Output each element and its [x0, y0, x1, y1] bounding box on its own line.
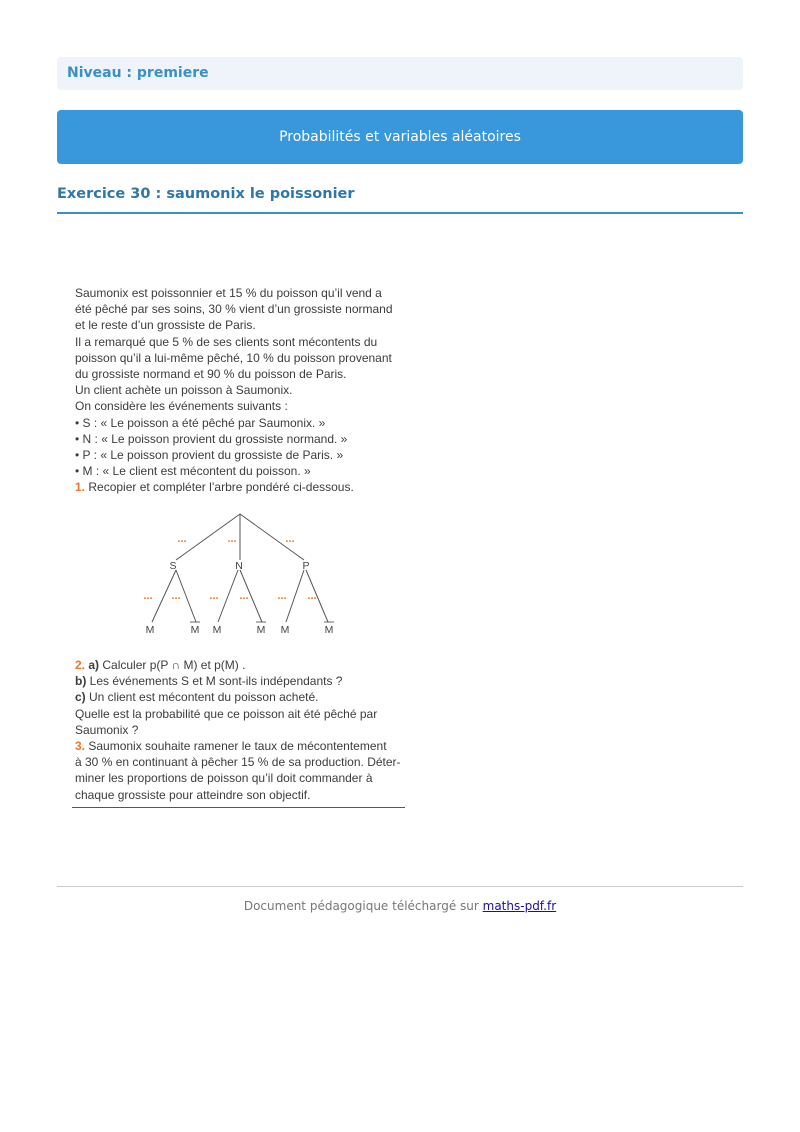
tree-branch: [218, 570, 238, 622]
event-p: • P : « Le poisson provient du grossiste de Paris. »: [75, 448, 344, 463]
question-2c-label: c): [75, 690, 86, 705]
tree-weight-placeholder: ...: [209, 590, 219, 602]
question-2c-line: Saumonix ?: [75, 722, 139, 737]
question-2b: [75, 673, 410, 689]
question-2c: [75, 689, 410, 705]
question-2c-line: Quelle est la probabilité que ce poisson ait été pêché par: [75, 706, 378, 721]
intro-line: poisson qu’il a lui-même pêché, 10 % du poisson provenant: [75, 350, 392, 365]
tree-leaf-m: M: [145, 624, 155, 636]
probability-tree: [140, 512, 340, 642]
image-bottom-border: [72, 807, 405, 808]
event-m: • M : « Le client est mécontent du poisson. »: [75, 464, 311, 479]
questions-text: [75, 657, 410, 803]
question-3-line: chaque grossiste pour atteindre son objectif.: [75, 787, 311, 802]
tree-node-s: S: [169, 560, 177, 572]
question-3: [75, 738, 410, 754]
question-2a-label: a): [85, 658, 100, 672]
question-2a: [75, 657, 410, 673]
tree-weight-placeholder: ...: [285, 533, 295, 545]
tree-leaf-m-bar: M: [256, 624, 266, 636]
event-n: • N : « Le poisson provient du grossiste normand. »: [75, 431, 348, 446]
intro-line: et le reste d’un grossiste de Paris.: [75, 318, 256, 333]
question-1: [75, 479, 410, 495]
intro-text: [75, 285, 410, 496]
tree-weight-placeholder: ...: [227, 533, 237, 545]
intro-line: On considère les événements suivants :: [75, 399, 288, 414]
tree-node-n: N: [235, 560, 243, 572]
intro-line: Il a remarqué que 5 % de ses clients sont mécontents du: [75, 334, 378, 349]
exercise-title: Exercice 30 : saumonix le poissonier: [57, 186, 355, 202]
question-2a-text: Calculer p(P ∩ M) et p(M) .: [99, 658, 246, 672]
chapter-title: Probabilités et variables aléatoires: [279, 129, 521, 145]
tree-weight-placeholder: ...: [171, 590, 181, 602]
question-2c-text: Un client est mécontent du poisson acheté.: [85, 690, 319, 705]
question-1-number: 1.: [75, 480, 86, 495]
event-s: • S : « Le poisson a été pêché par Saumonix. »: [75, 415, 326, 430]
intro-line: du grossiste normand et 90 % du poisson de Paris.: [75, 367, 347, 382]
tree-node-p: P: [302, 560, 310, 572]
tree-weight-placeholder: ...: [239, 590, 249, 602]
chapter-banner: [57, 110, 743, 164]
intro-line: Saumonix est poissonnier et 15 % du poisson qu’il vend a: [75, 286, 382, 300]
question-3-text: Saumonix souhaite ramener le taux de mécontentement: [85, 739, 387, 754]
exercise-title-rule: [57, 212, 743, 214]
tree-weight-placeholder: ...: [307, 590, 317, 602]
intro-line: été pêché par ses soins, 30 % vient d’un grossiste normand: [75, 302, 393, 317]
tree-weight-placeholder: ...: [143, 590, 153, 602]
footer: [0, 899, 800, 913]
tree-leaf-m-bar: M: [324, 624, 334, 636]
intro-line: Un client achète un poisson à Saumonix.: [75, 383, 293, 398]
tree-leaf-m: M: [280, 624, 290, 636]
tree-weight-placeholder: ...: [177, 533, 187, 545]
question-3-number: 3.: [75, 739, 86, 754]
level-label: Niveau : premiere: [67, 65, 209, 81]
question-2b-text: Les événements S et M sont-ils indépendants ?: [86, 674, 343, 689]
tree-leaf-m-bar: M: [190, 624, 200, 636]
tree-weight-placeholder: ...: [277, 590, 287, 602]
question-2-number: 2.: [75, 658, 86, 672]
question-3-line: à 30 % en continuant à pêcher 15 % de sa production. Déter-: [75, 755, 401, 770]
footer-divider: [57, 886, 743, 887]
footer-text: Document pédagogique téléchargé sur: [243, 899, 483, 913]
question-3-line: miner les proportions de poisson qu’il doit commander à: [75, 771, 373, 786]
exercise-statement-image: [70, 282, 410, 812]
level-box: [57, 57, 743, 90]
footer-link[interactable]: maths-pdf.fr: [482, 899, 557, 913]
tree-leaf-m: M: [212, 624, 222, 636]
question-1-text: Recopier et compléter l’arbre pondéré ci-dessous.: [85, 480, 354, 495]
question-2b-label: b): [75, 674, 87, 689]
tree-branch: [286, 570, 304, 622]
